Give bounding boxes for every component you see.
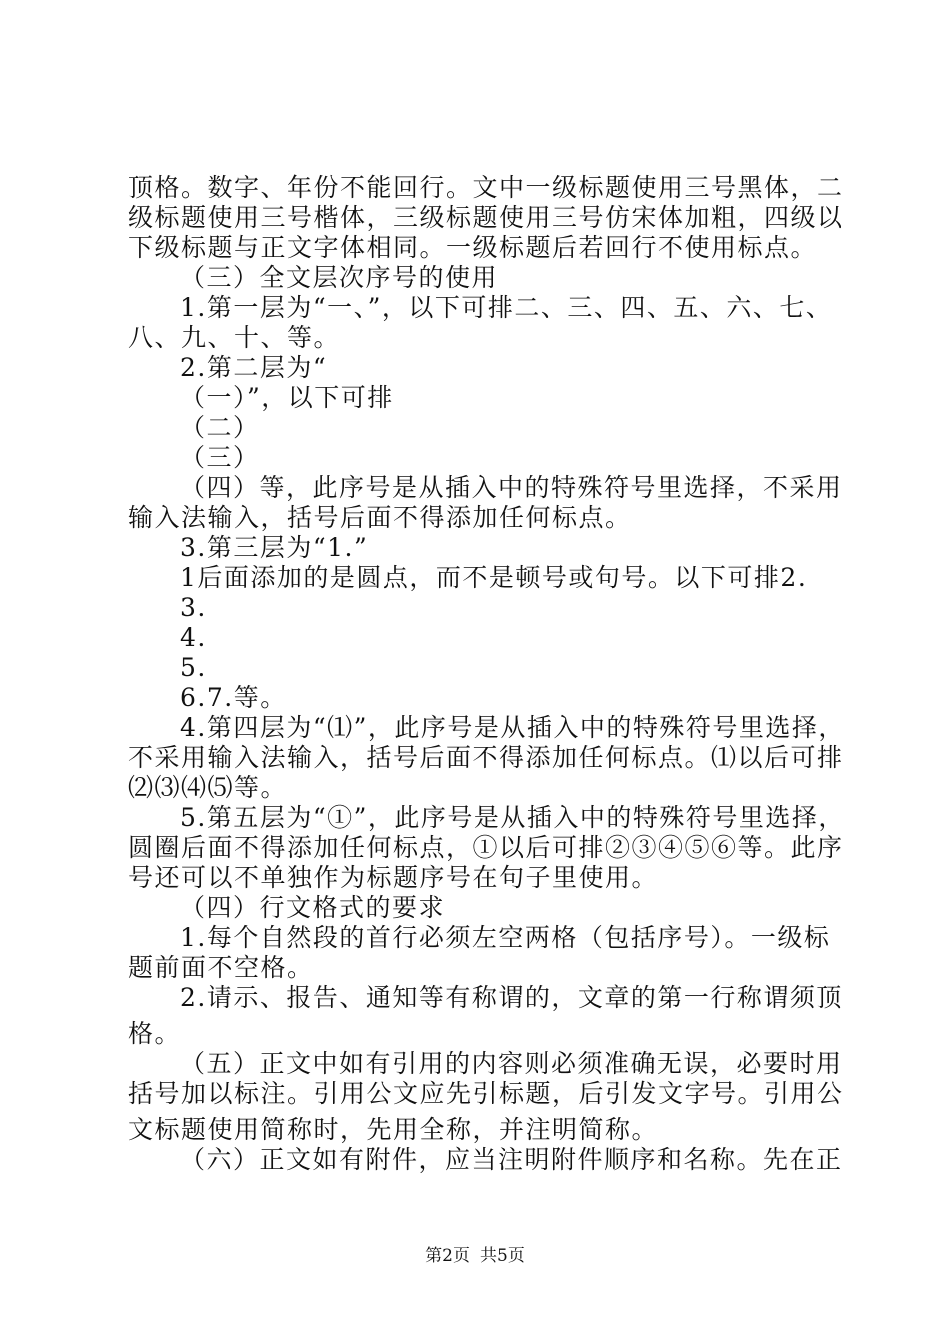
text-line: 下级标题与正文字体相同。一级标题后若回行不使用标点。 xyxy=(128,233,818,262)
text-line: 1.每个自然段的首行必须左空两格（包括序号）。一级标 xyxy=(180,923,831,952)
text-line: （四）等，此序号是从插入中的特殊符号里选择，不采用 xyxy=(180,473,843,502)
text-line: （三）全文层次序号的使用 xyxy=(180,263,499,292)
text-line: 6.7.等。 xyxy=(180,683,287,712)
text-line: （五）正文中如有引用的内容则必须准确无误，必要时用 xyxy=(180,1049,843,1078)
text-line: 3. xyxy=(180,593,207,622)
page-footer xyxy=(0,1244,950,1268)
text-line: 1后面添加的是圆点，而不是顿号或句号。以下可排2. xyxy=(180,563,808,592)
text-line: 级标题使用三号楷体，三级标题使用三号仿宋体加粗，四级以 xyxy=(128,203,844,232)
text-line: 格。 xyxy=(128,1019,182,1048)
text-line: 圆圈后面不得添加任何标点，①以后可排②③④⑤⑥等。此序 xyxy=(128,833,844,862)
page-total: 共5页 xyxy=(480,1246,525,1266)
text-line: 顶格。数字、年份不能回行。文中一级标题使用三号黑体，二 xyxy=(128,173,844,202)
text-line: 括号加以标注。引用公文应先引标题，后引发文字号。引用公 xyxy=(128,1079,844,1108)
text-line: （二） xyxy=(180,413,260,442)
text-line: 文标题使用简称时，先用全称，并注明简称。 xyxy=(128,1115,659,1144)
text-line: 输入法输入，括号后面不得添加任何标点。 xyxy=(128,503,632,532)
text-line: （三） xyxy=(180,443,260,472)
text-line: 八、九、十、等。 xyxy=(128,323,341,352)
text-line: 4. xyxy=(180,623,207,652)
text-line: 3.第三层为“1.” xyxy=(180,533,369,562)
text-line: 题前面不空格。 xyxy=(128,953,314,982)
text-line: 2.第二层为“ xyxy=(180,353,328,382)
body-text xyxy=(128,173,845,1175)
text-line: 4.第四层为“⑴”，此序号是从插入中的特殊符号里选择， xyxy=(180,713,845,742)
text-line: 1.第一层为“一、”，以下可排二、三、四、五、六、七、 xyxy=(180,293,833,322)
text-line: 不采用输入法输入，括号后面不得添加任何标点。⑴以后可排 xyxy=(128,743,844,772)
text-line: ⑵⑶⑷⑸等。 xyxy=(128,773,288,802)
text-line: （四）行文格式的要求 xyxy=(180,893,446,922)
text-line: 5. xyxy=(180,653,207,682)
text-line: 号还可以不单独作为标题序号在句子里使用。 xyxy=(128,863,659,892)
text-line: （一）”，以下可排 xyxy=(180,383,394,412)
page-number: 第2页 xyxy=(425,1246,470,1266)
text-line: （六）正文如有附件，应当注明附件顺序和名称。先在正 xyxy=(180,1145,843,1174)
text-line: 5.第五层为“①”，此序号是从插入中的特殊符号里选择， xyxy=(180,803,845,832)
text-line: 2.请示、报告、通知等有称谓的，文章的第一行称谓须顶 xyxy=(180,983,843,1012)
